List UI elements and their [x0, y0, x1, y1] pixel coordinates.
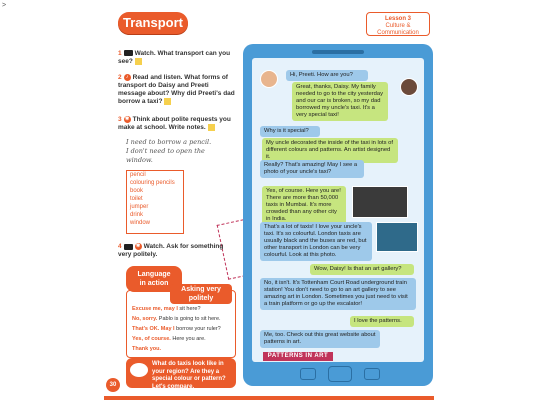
preeti-avatar	[400, 78, 418, 96]
task-number: 2	[118, 74, 122, 82]
phone-menu-button[interactable]	[364, 368, 380, 380]
task-3	[118, 116, 236, 132]
page-number: 30	[106, 378, 120, 392]
task-text: Read and listen. What forms of transport do Daisy and Preeti message about? Why did Preeti's dad borrow a taxi?	[118, 74, 235, 106]
lesson-sub-2: Communication	[377, 30, 419, 36]
chat-message: I love the patterns.	[350, 316, 414, 327]
task-1	[118, 50, 236, 66]
polite-requests-title: Asking very politely	[170, 284, 232, 304]
phrase-3: That's OK. May I borrow your ruler?	[132, 326, 221, 332]
phone-home-button[interactable]	[328, 366, 352, 382]
word-item: colouring pencils	[130, 180, 175, 186]
video-camera-icon[interactable]	[124, 244, 133, 250]
station-photo	[376, 222, 418, 252]
phrase-2: No, sorry. Pablo is going to sit here.	[132, 316, 221, 322]
chat-message: Me, too. Check out this great website about patterns in art.	[260, 330, 380, 348]
phrase-1: Excuse me, may I sit here?	[132, 306, 201, 312]
word-item: drink	[130, 212, 144, 218]
speech-bubble-icon	[130, 363, 148, 377]
task-text: Think about polite requests you make at school. Write notes.	[118, 116, 231, 132]
chat-message: Why is it special?	[260, 126, 320, 137]
pencil-icon	[208, 124, 215, 131]
chat-message: Really? That's amazing! May I see a photo of your uncle's taxi?	[260, 160, 364, 178]
lesson-box	[366, 12, 430, 36]
word-item: jumper	[130, 204, 149, 210]
chat-message: That's a lot of taxis! I love your uncle's taxi. It's so colourful. London taxis are usually black and the buses are red, but other transport in London can be very colourful. Look at this photo.	[260, 222, 372, 261]
word-item: book	[130, 188, 144, 194]
handwriting-line-2: I don't need to open the	[126, 147, 205, 155]
discussion-question: What do taxis look like in your region? Are they a special colour or pattern? Let's compare.	[126, 358, 236, 388]
chat-message: Wow, Daisy! Is that an art gallery?	[310, 264, 414, 275]
lesson-number: Lesson 3	[384, 16, 411, 22]
corner-mark: >	[2, 2, 7, 9]
pencil-icon	[164, 98, 171, 105]
chat-message: Great, thanks, Daisy. My family needed to go to the city yesterday and our car is broken, so my dad borrowed my uncle's taxi. It's a very special taxi!	[292, 82, 388, 121]
think-icon: ✱	[125, 116, 130, 122]
chat-message: No, it isn't. It's Tottenham Court Road underground train station! You don't need to go to an art gallery to see amazing art in London. Sometimes you just need to visit a train platform or go up the escalator!	[260, 278, 416, 310]
phone-back-button[interactable]	[300, 368, 316, 380]
handwriting-line-1: I need to borrow a pencil.	[126, 138, 212, 146]
word-item: toilet	[130, 196, 143, 202]
website-link-badge[interactable]: PATTERNS IN ART	[263, 352, 333, 361]
pencil-icon	[135, 58, 142, 65]
task-text: Watch. What transport can you see?	[118, 50, 231, 66]
daisy-avatar	[260, 70, 278, 88]
phone-speaker	[312, 50, 364, 54]
task-text: Watch. Ask for something very politely.	[118, 243, 224, 259]
task-4	[118, 243, 236, 259]
video-camera-icon[interactable]	[124, 50, 133, 56]
lesson-sub-1: Culture &	[385, 23, 411, 29]
word-item: window	[130, 220, 151, 226]
speech-icon: ✱	[136, 243, 141, 249]
chat-message: Yes, of course. Here you are! There are more than 50,000 taxis in Mumbai. It's more crowded than any other city in India.	[262, 186, 346, 225]
handwriting-line-3: window.	[126, 156, 153, 164]
task-number: 4	[118, 243, 122, 251]
audio-icon[interactable]: ♪	[124, 74, 131, 81]
task-number: 1	[118, 50, 122, 57]
task-2	[118, 74, 236, 106]
phrase-5: Thank you.	[132, 346, 162, 352]
page-title: Transport	[118, 12, 188, 34]
task-number: 3	[118, 116, 122, 124]
chat-message: Hi, Preeti. How are you?	[286, 70, 368, 81]
chat-message: My uncle decorated the inside of the taxi in lots of different colours and patterns. An artist designed it.	[262, 138, 398, 163]
bottom-band	[104, 396, 434, 400]
taxi-photo	[352, 186, 408, 218]
word-list	[126, 170, 184, 234]
language-in-action-tag: Language in action	[126, 266, 182, 292]
phrase-4: Yes, of course. Here you are.	[132, 336, 206, 342]
word-item: pencil	[130, 172, 146, 178]
